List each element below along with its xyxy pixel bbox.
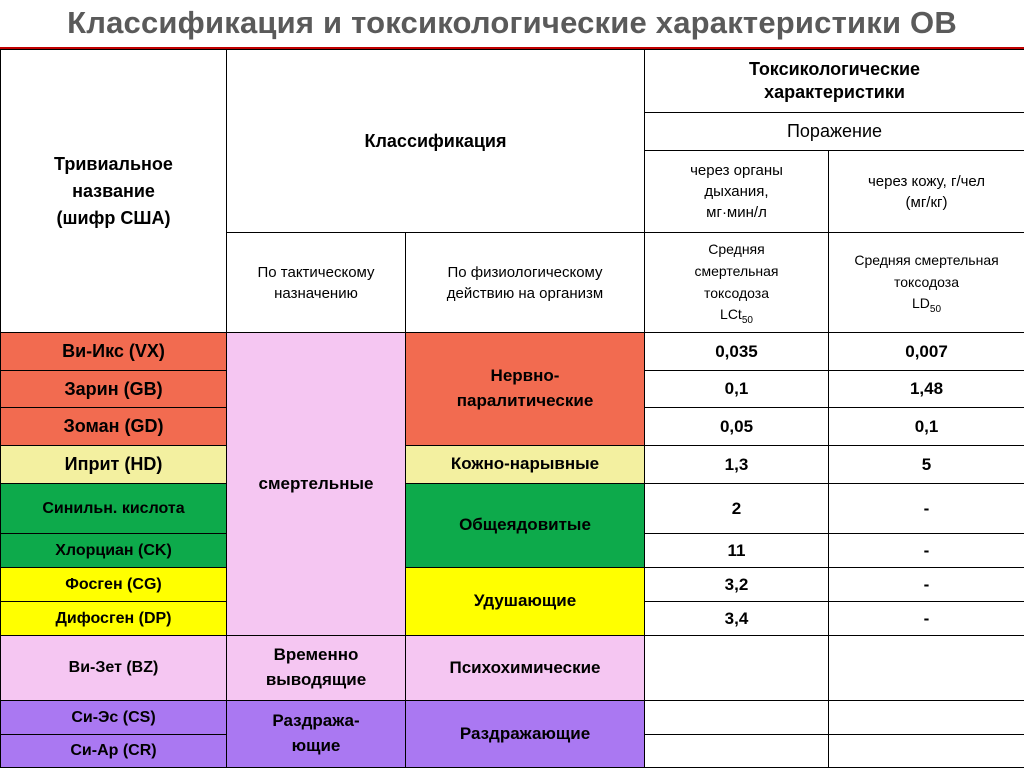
ld50-hd: 5 xyxy=(829,446,1024,484)
ld50-hcn: - xyxy=(829,484,1024,534)
tactical-lethal: смертельные xyxy=(227,333,406,636)
agent-name-hcn: Синильн. кислота xyxy=(1,484,227,534)
header-tactical: По тактическому назначению xyxy=(227,233,406,333)
agent-name-bz: Ви-Зет (BZ) xyxy=(1,636,227,701)
lct50-hcn: 2 xyxy=(645,484,829,534)
page-title: Классификация и токсикологические характеристики ОВ xyxy=(0,0,1024,46)
physio-blister-agents: Кожно-нарывные xyxy=(406,446,645,484)
ld50-gd: 0,1 xyxy=(829,408,1024,446)
lct50-hd: 1,3 xyxy=(645,446,829,484)
ld50-cs xyxy=(829,701,1024,735)
header-physiological: По физиологическому действию на организм xyxy=(406,233,645,333)
lct50-dp: 3,4 xyxy=(645,602,829,636)
tactical-irritant: Раздража- ющие xyxy=(227,701,406,768)
header-lct50: Средняя смертельная токсодоза LCt$_{50}$ xyxy=(645,233,829,333)
physio-choking-agents: Удушающие xyxy=(406,568,645,636)
physio-blood-agents: Общеядовитые xyxy=(406,484,645,568)
header-respiratory: через органы дыхания, мг·мин/л xyxy=(645,151,829,233)
lct50-gb: 0,1 xyxy=(645,371,829,408)
ld50-cr xyxy=(829,735,1024,768)
agent-name-gb: Зарин (GB) xyxy=(1,371,227,408)
lct50-bz xyxy=(645,636,829,701)
header-ld50: Средняя смертельная токсодоза $LD_{50}$ xyxy=(829,233,1024,333)
agent-name-dp: Дифосген (DP) xyxy=(1,602,227,636)
agent-name-cs: Си-Эс (CS) xyxy=(1,701,227,735)
header-trivial-name: Тривиальное название (шифр США) xyxy=(1,50,227,333)
agent-name-vx: Ви-Икс (VX) xyxy=(1,333,227,371)
lct50-cg: 3,2 xyxy=(645,568,829,602)
lct50-cs xyxy=(645,701,829,735)
agent-name-hd: Иприт (HD) xyxy=(1,446,227,484)
agent-name-gd: Зоман (GD) xyxy=(1,408,227,446)
physio-nerve-agents: Нервно- паралитические xyxy=(406,333,645,446)
agent-name-cg: Фосген (CG) xyxy=(1,568,227,602)
header-skin: через кожу, г/чел (мг/кг) xyxy=(829,151,1024,233)
ld50-dp: - xyxy=(829,602,1024,636)
ld50-cg: - xyxy=(829,568,1024,602)
lct50-gd: 0,05 xyxy=(645,408,829,446)
ld50-bz xyxy=(829,636,1024,701)
physio-psychochemical: Психохимические xyxy=(406,636,645,701)
physio-irritant: Раздражающие xyxy=(406,701,645,768)
lct50-ck: 11 xyxy=(645,534,829,568)
agent-name-cr: Си-Ар (CR) xyxy=(1,735,227,768)
ld50-ck: - xyxy=(829,534,1024,568)
ld50-gb: 1,48 xyxy=(829,371,1024,408)
ld50-vx: 0,007 xyxy=(829,333,1024,371)
tactical-temporary: Временно выводящие xyxy=(227,636,406,701)
header-tox-characteristics: Токсикологические характеристики xyxy=(645,50,1024,113)
lct50-cr xyxy=(645,735,829,768)
header-damage: Поражение xyxy=(645,113,1024,151)
lct50-vx: 0,035 xyxy=(645,333,829,371)
ov-classification-table xyxy=(0,49,1024,768)
header-classification: Классификация xyxy=(227,50,645,233)
agent-name-ck: Хлорциан (CK) xyxy=(1,534,227,568)
